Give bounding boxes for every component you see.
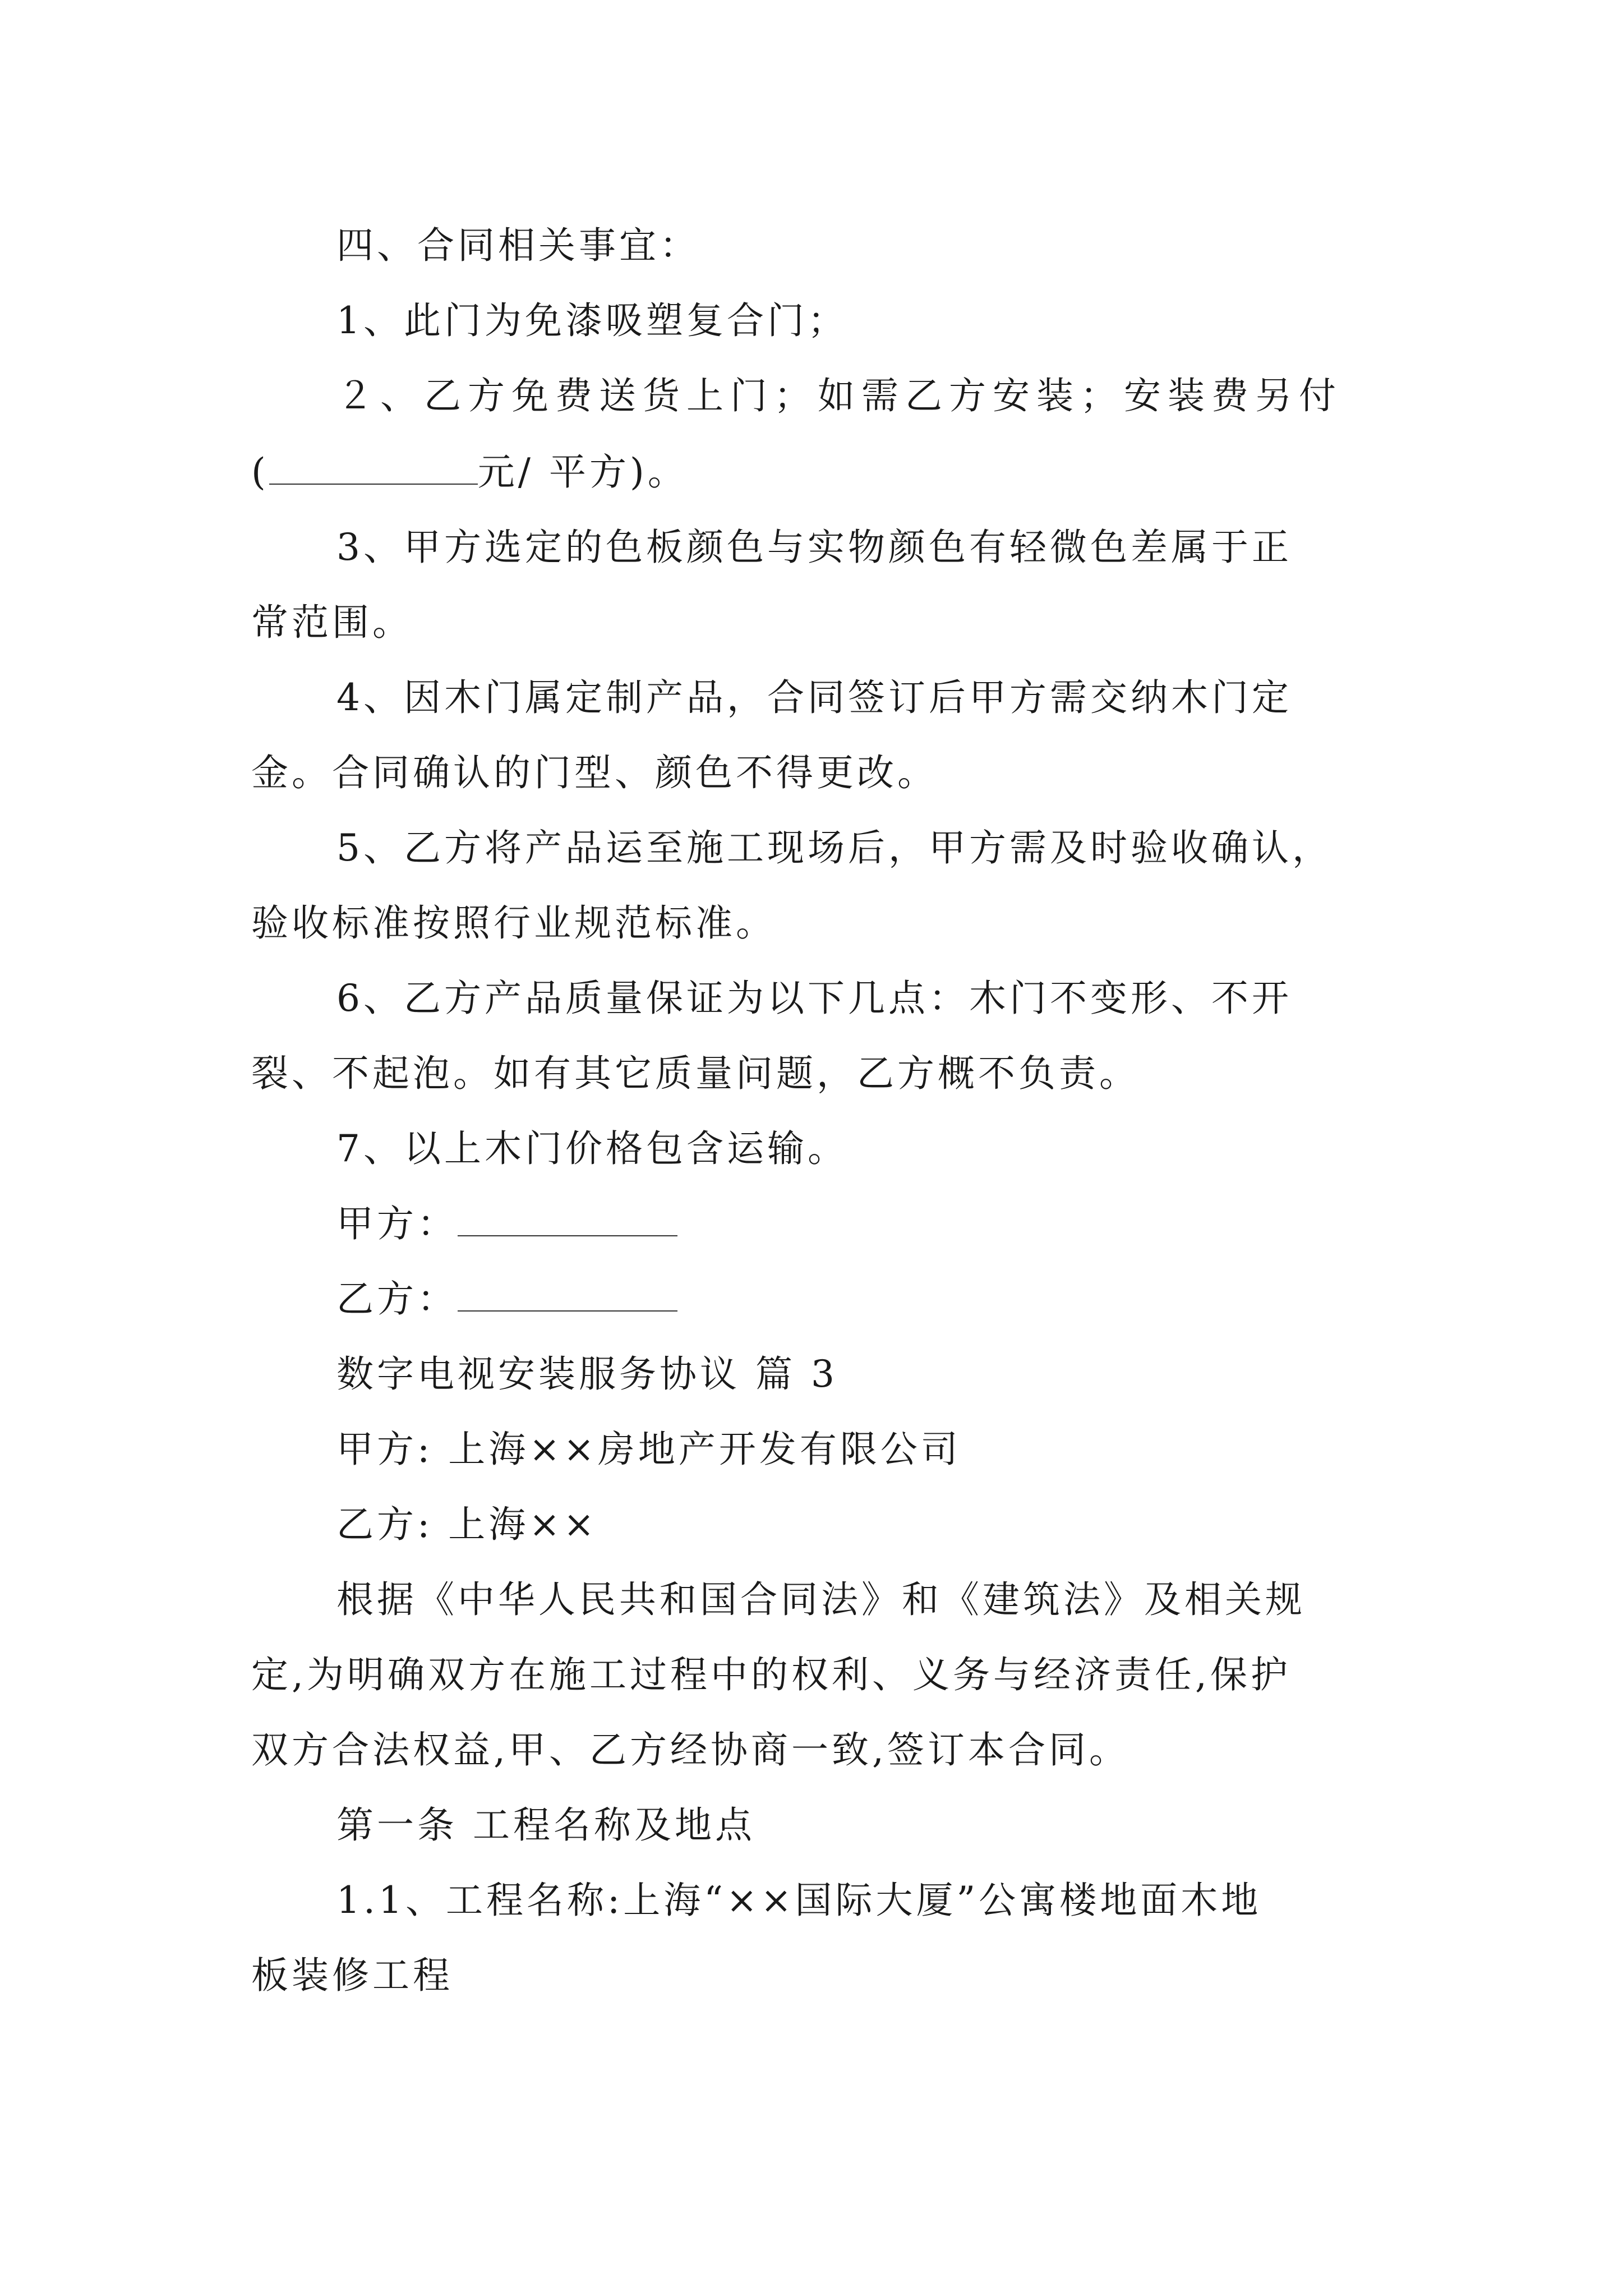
clause-item-2-line1: ２、乙方免费送货上门；如需乙方安装；安装费另付	[336, 374, 1343, 417]
article-1-1-line1: 1.1、工程名称:上海“××国际大厦”公寓楼地面木地	[336, 1879, 1262, 1922]
party-b-name: 乙方: 上海××	[336, 1503, 598, 1546]
article-1-1-line2: 板装修工程	[251, 1954, 453, 1997]
clause-item-5-line2: 验收标准按照行业规范标准。	[251, 901, 776, 945]
clause-item-3-line2: 常范围。	[251, 601, 413, 644]
section-heading: 四、合同相关事宜：	[336, 224, 700, 267]
article-1-heading: 第一条 工程名称及地点	[336, 1803, 755, 1847]
preamble-line-2: 定,为明确双方在施工过程中的权利、义务与经济责任,保护	[251, 1653, 1291, 1696]
signature-party-a: 甲方：	[336, 1199, 677, 1249]
preamble-line-1: 根据《中华人民共和国合同法》和《建筑法》及相关规	[336, 1578, 1306, 1621]
clause-item-7: 7、以上木门价格包含运输。	[336, 1127, 848, 1170]
clause-item-6-line2: 裂、不起泡。如有其它质量问题，乙方概不负责。	[251, 1052, 1140, 1095]
signature-blank-b	[458, 1277, 677, 1312]
party-a-name: 甲方: 上海××房地产开发有限公司	[336, 1428, 961, 1471]
fee-blank	[269, 450, 478, 485]
agreement-title: 数字电视安装服务协议 篇 3	[336, 1352, 838, 1396]
signature-party-b: 乙方：	[336, 1274, 677, 1324]
clause-item-3-line1: 3、甲方选定的色板颜色与实物颜色有轻微色差属于正	[336, 526, 1292, 569]
preamble-line-3: 双方合法权益,甲、乙方经协商一致,签订本合同。	[251, 1728, 1129, 1772]
clause-item-4-line1: 4、因木门属定制产品，合同签订后甲方需交纳木门定	[336, 676, 1292, 719]
clause-item-5-line1: 5、乙方将产品运至施工现场后，甲方需及时验收确认，	[336, 826, 1332, 869]
clause-item-2-line2: ( 元/ 平方)。	[251, 450, 688, 494]
signature-blank-a	[458, 1202, 677, 1236]
clause-item-1: 1、此门为免漆吸塑复合门；	[336, 299, 848, 342]
clause-item-4-line2: 金。合同确认的门型、颜色不得更改。	[251, 751, 938, 794]
clause-item-6-line1: 6、乙方产品质量保证为以下几点：木门不变形、不开	[336, 977, 1292, 1020]
